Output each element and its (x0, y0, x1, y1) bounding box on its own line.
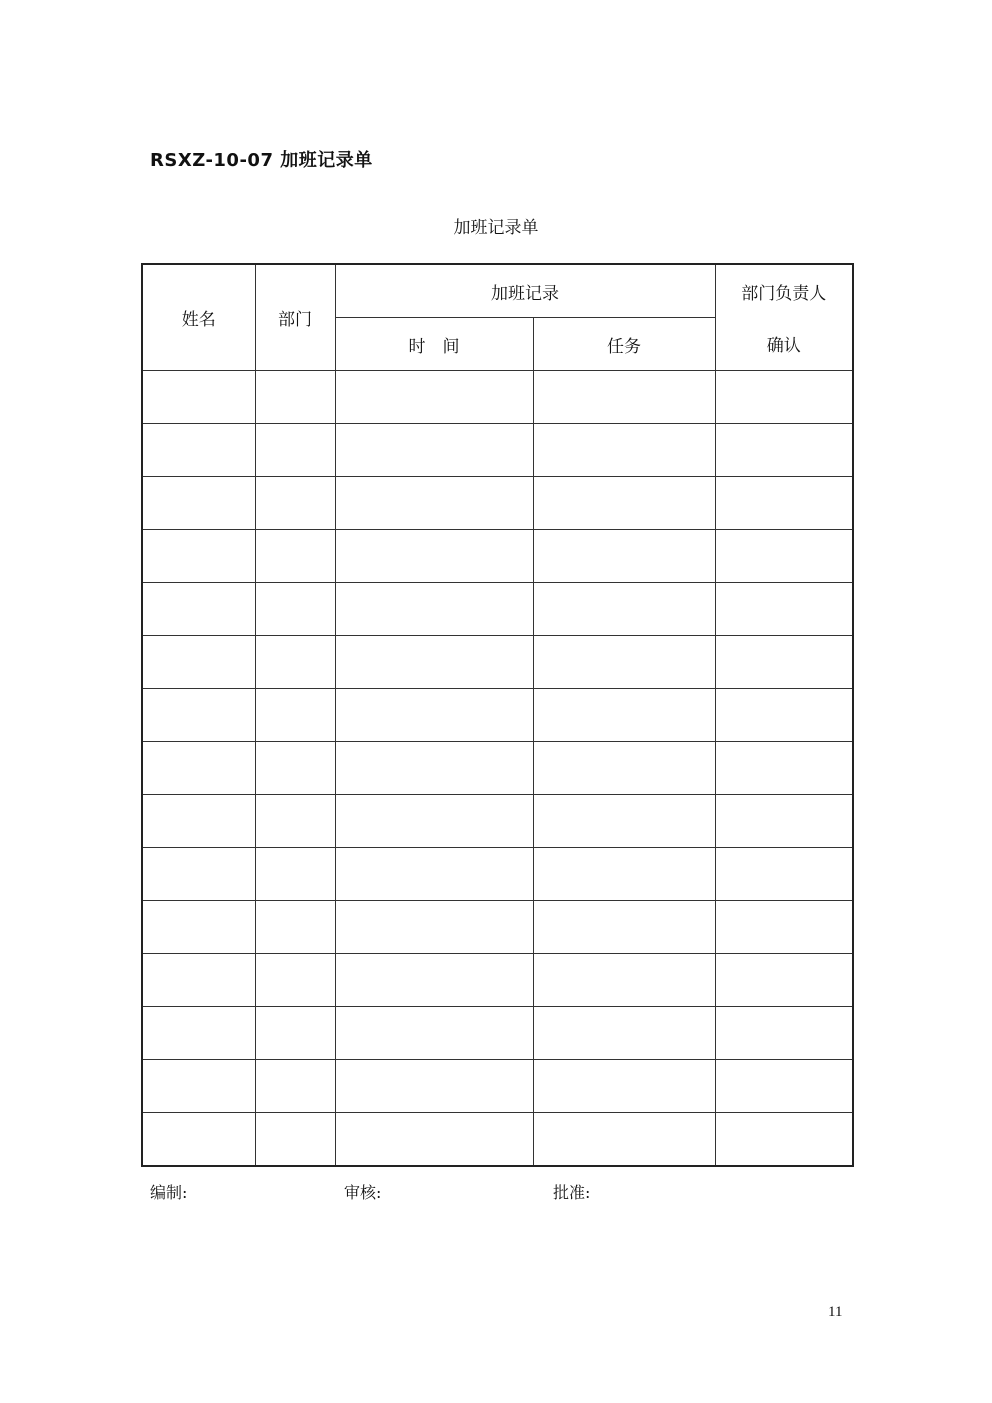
cell-name (142, 848, 255, 901)
cell-manager-confirm (715, 742, 853, 795)
cell-department (255, 1007, 335, 1060)
cell-department (255, 848, 335, 901)
cell-manager-confirm (715, 795, 853, 848)
cell-name (142, 742, 255, 795)
document-heading: RSXZ-10-07 加班记录单 (150, 150, 373, 171)
cell-task (533, 477, 715, 530)
page-number: 11 (828, 1304, 843, 1320)
table-row (142, 742, 853, 795)
cell-department (255, 424, 335, 477)
cell-name (142, 371, 255, 424)
cell-manager-confirm (715, 530, 853, 583)
table-row (142, 1060, 853, 1113)
header-row-1 (142, 264, 853, 318)
table-row (142, 1113, 853, 1167)
cell-manager-confirm (715, 954, 853, 1007)
cell-name (142, 901, 255, 954)
cell-time (335, 583, 533, 636)
cell-manager-confirm (715, 848, 853, 901)
table-row (142, 424, 853, 477)
cell-manager-confirm (715, 689, 853, 742)
cell-time (335, 1007, 533, 1060)
table-row (142, 901, 853, 954)
cell-department (255, 742, 335, 795)
header-overtime-record: 加班记录 (335, 264, 715, 318)
cell-time (335, 954, 533, 1007)
header-manager-line2: 确认 (715, 318, 853, 371)
cell-task (533, 530, 715, 583)
cell-department (255, 901, 335, 954)
table-row (142, 530, 853, 583)
prepared-by-label: 编制: (150, 1183, 188, 1202)
table-row (142, 636, 853, 689)
cell-manager-confirm (715, 477, 853, 530)
cell-time (335, 689, 533, 742)
cell-name (142, 424, 255, 477)
cell-time (335, 371, 533, 424)
cell-department (255, 583, 335, 636)
header-task: 任务 (533, 318, 715, 371)
cell-time (335, 901, 533, 954)
cell-task (533, 1060, 715, 1113)
cell-department (255, 477, 335, 530)
cell-department (255, 636, 335, 689)
header-manager-line1: 部门负责人 (715, 264, 853, 318)
table-row (142, 795, 853, 848)
cell-department (255, 689, 335, 742)
cell-name (142, 689, 255, 742)
cell-task (533, 1113, 715, 1167)
cell-manager-confirm (715, 371, 853, 424)
reviewed-by-label: 审核: (344, 1183, 382, 1202)
cell-manager-confirm (715, 1007, 853, 1060)
cell-manager-confirm (715, 901, 853, 954)
cell-task (533, 689, 715, 742)
cell-task (533, 901, 715, 954)
cell-time (335, 636, 533, 689)
cell-department (255, 1113, 335, 1167)
table-row (142, 1007, 853, 1060)
cell-task (533, 1007, 715, 1060)
cell-time (335, 530, 533, 583)
approved-by-label: 批准: (553, 1183, 591, 1202)
header-department: 部门 (255, 264, 335, 371)
cell-time (335, 742, 533, 795)
cell-task (533, 742, 715, 795)
cell-name (142, 477, 255, 530)
cell-task (533, 954, 715, 1007)
cell-department (255, 371, 335, 424)
cell-task (533, 583, 715, 636)
table-row (142, 848, 853, 901)
cell-manager-confirm (715, 583, 853, 636)
cell-name (142, 954, 255, 1007)
header-name: 姓名 (142, 264, 255, 371)
cell-department (255, 795, 335, 848)
cell-name (142, 1113, 255, 1167)
cell-task (533, 636, 715, 689)
cell-task (533, 848, 715, 901)
cell-task (533, 424, 715, 477)
cell-manager-confirm (715, 636, 853, 689)
cell-manager-confirm (715, 1113, 853, 1167)
cell-name (142, 1060, 255, 1113)
cell-manager-confirm (715, 424, 853, 477)
cell-department (255, 530, 335, 583)
cell-time (335, 1060, 533, 1113)
cell-time (335, 795, 533, 848)
table-row (142, 371, 853, 424)
cell-name (142, 1007, 255, 1060)
table-row (142, 477, 853, 530)
cell-manager-confirm (715, 1060, 853, 1113)
form-title: 加班记录单 (453, 218, 539, 238)
table-row (142, 689, 853, 742)
cell-time (335, 424, 533, 477)
table-row (142, 583, 853, 636)
cell-name (142, 530, 255, 583)
cell-name (142, 583, 255, 636)
cell-time (335, 477, 533, 530)
table-row (142, 954, 853, 1007)
overtime-record-table (141, 263, 854, 1167)
header-time: 时 间 (335, 318, 533, 371)
cell-task (533, 795, 715, 848)
cell-time (335, 848, 533, 901)
record-table-body (142, 371, 853, 1167)
cell-name (142, 795, 255, 848)
cell-name (142, 636, 255, 689)
cell-department (255, 1060, 335, 1113)
cell-task (533, 371, 715, 424)
cell-department (255, 954, 335, 1007)
cell-time (335, 1113, 533, 1167)
